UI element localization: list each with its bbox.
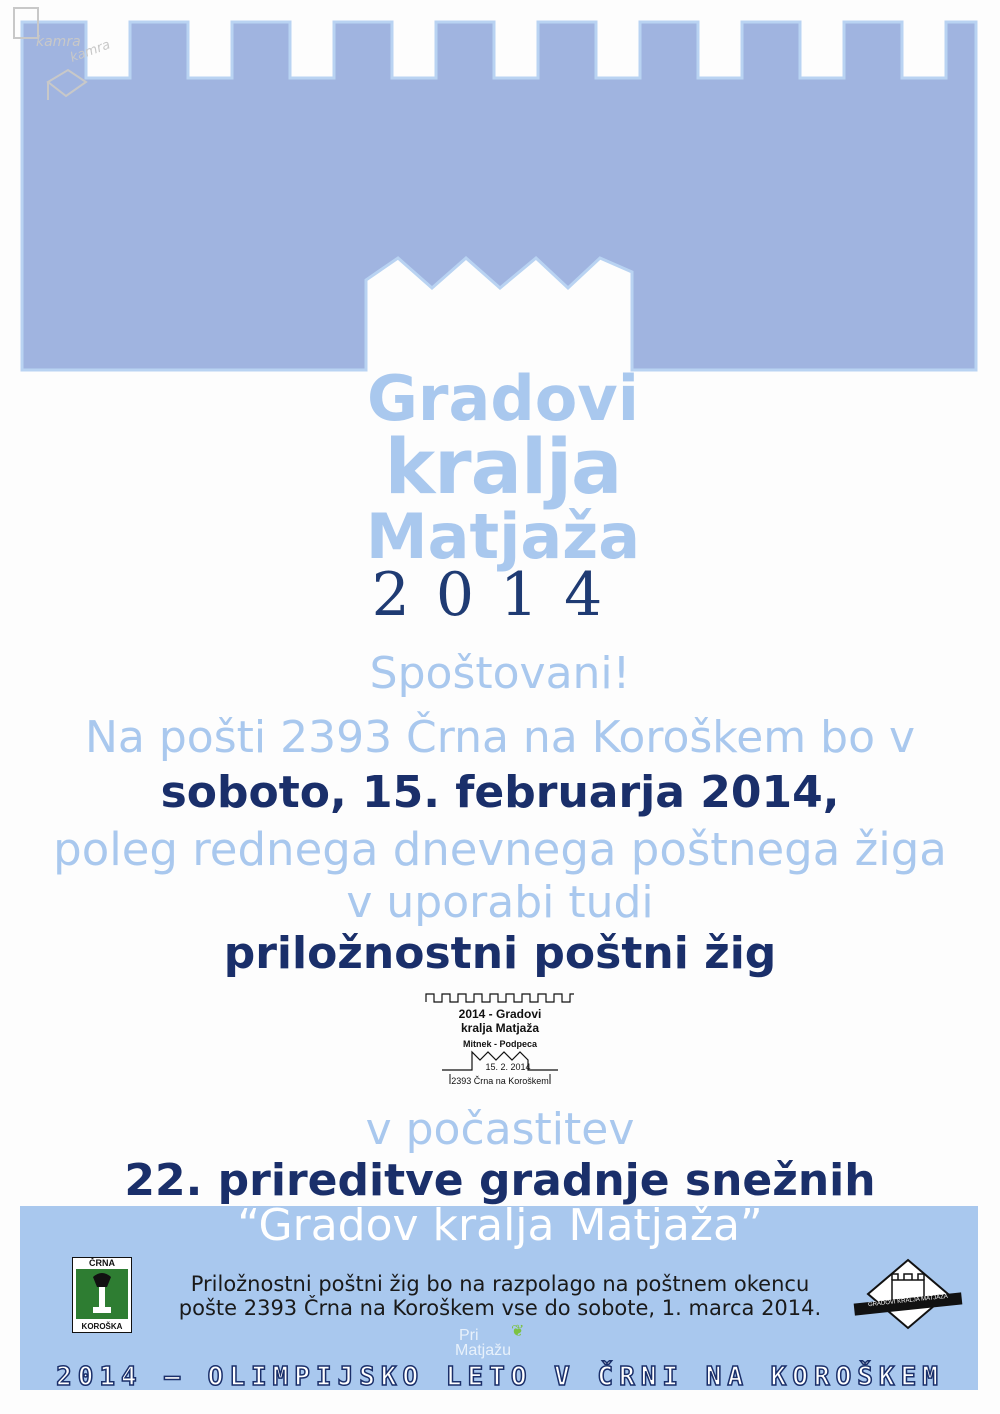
title-gradovi: Gradovi [367, 362, 639, 435]
notice-line2: pošte 2393 Črna na Koroškem vse do sobote, 1. marca 2014. [178, 1296, 822, 1320]
event-name-line: “Gradov kralja Matjaža” [237, 1200, 763, 1251]
title-kralja: kralja [384, 422, 622, 511]
leaf-icon: ❦ [511, 1323, 525, 1340]
in-use-line: v uporabi tudi [346, 877, 654, 928]
honor-line: v počastitev [365, 1104, 635, 1155]
notice-line1: Priložnostni poštni žig bo na razpolago na poštnem okencu [190, 1272, 810, 1296]
stamp-office: 2393 Črna na Koroškem [451, 1076, 549, 1086]
pri-matjazu-logo [455, 1323, 525, 1359]
sponsor-line2: Matjažu [455, 1342, 512, 1359]
stamp-line2: kralja Matjaža [460, 1021, 540, 1035]
stamp-line3: Mitnek - Podpeca [462, 1039, 537, 1049]
logo-left-bottom: KOROŠKA [81, 1322, 123, 1331]
sponsor-line1: Pri [459, 1327, 479, 1344]
svg-text:kamra: kamra [36, 34, 81, 50]
castle-silhouette [0, 0, 1000, 380]
regular-stamp-line: poleg rednega dnevnega poštnega žiga [53, 823, 947, 876]
occasional-stamp-line: priložnostni poštni žig [223, 928, 777, 979]
title-matjaza: Matjaža [365, 500, 641, 573]
postmark-stamp [420, 990, 580, 1090]
date-line: soboto, 15. februarja 2014, [160, 767, 840, 818]
logo-left-top: ČRNA [89, 1258, 115, 1268]
title-year: 2014 [371, 560, 629, 630]
greeting: Spoštovani! [369, 648, 631, 699]
stamp-line1: 2014 - Gradovi [458, 1007, 542, 1021]
logo-right-label: GRADOVI KRALJA MATJAŽA [867, 1293, 949, 1309]
kamra-watermark [6, 4, 146, 104]
gradovi-kralja-matjaza-logo [852, 1258, 964, 1330]
event-line: 22. prireditve gradnje snežnih [124, 1155, 876, 1206]
svg-text:kamra: kamra [68, 37, 113, 66]
post-office-line: Na pošti 2393 Črna na Koroškem bo v [84, 712, 916, 763]
footer-olympic-year: 2014 – OLIMPIJSKO LETO V ČRNI NA KOROŠKEM [56, 1362, 944, 1392]
stamp-date: 15. 2. 2014 [485, 1062, 531, 1072]
